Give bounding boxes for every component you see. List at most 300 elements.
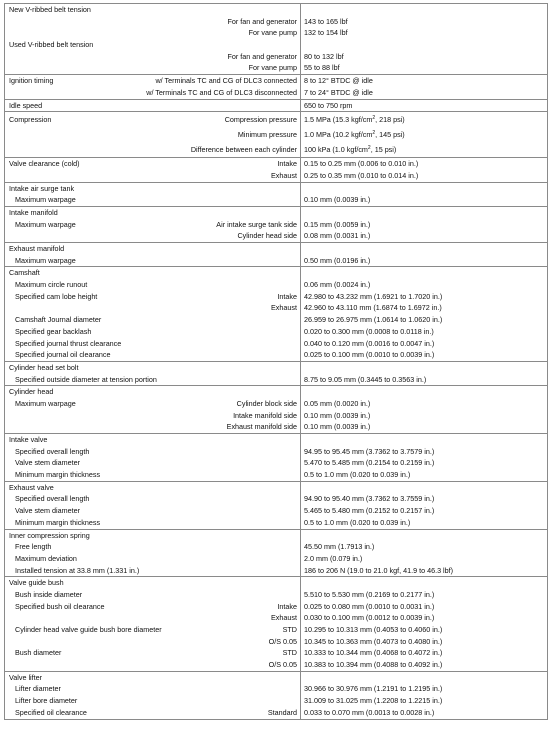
spec-item-label: Inner compression spring <box>9 530 90 540</box>
spec-value-text-tail: , 15 psi) <box>370 145 397 155</box>
spec-item-cell <box>5 530 301 542</box>
spec-row <box>5 267 547 279</box>
spec-section <box>5 242 547 266</box>
spec-item-label: Intake air surge tank <box>9 183 75 193</box>
spec-value <box>301 39 547 51</box>
spec-value-text: 8 to 12° BTDC @ idle <box>304 76 373 86</box>
spec-condition-label: O/S 0.05 <box>268 636 297 646</box>
spec-row <box>5 446 547 458</box>
spec-condition-label <box>90 530 300 542</box>
spec-condition-label <box>74 183 300 195</box>
spec-row <box>5 279 547 291</box>
spec-row <box>5 314 547 326</box>
spec-value-text: 0.025 to 0.100 mm (0.0010 to 0.0039 in.) <box>304 350 435 360</box>
spec-section <box>5 266 547 361</box>
spec-value <box>301 601 547 613</box>
spec-value <box>301 87 547 99</box>
spec-item-cell <box>5 39 301 51</box>
spec-item-cell <box>5 127 301 142</box>
spec-section <box>5 74 547 98</box>
spec-row <box>5 127 547 142</box>
spec-value-text: 55 to 88 lbf <box>304 63 340 73</box>
spec-value <box>301 493 547 505</box>
spec-item-cell <box>5 505 301 517</box>
spec-row <box>5 87 547 99</box>
spec-row <box>5 230 547 242</box>
spec-item-cell <box>5 589 301 601</box>
spec-value-text: 132 to 154 lbf <box>304 28 348 38</box>
spec-item-cell <box>5 434 301 446</box>
spec-item-label: Cylinder head <box>9 387 54 397</box>
spec-row <box>5 326 547 338</box>
spec-value-text: 1.5 MPa (15.3 kgf/cm <box>304 115 373 125</box>
spec-row <box>5 243 547 255</box>
spec-value-text: 0.05 mm (0.0020 in.) <box>304 398 371 408</box>
spec-condition-label <box>47 434 300 446</box>
spec-item-label: Maximum warpage <box>15 398 76 408</box>
spec-value <box>301 386 547 398</box>
spec-value-text: 0.50 mm (0.0196 in.) <box>304 255 371 265</box>
spec-value <box>301 255 547 267</box>
spec-value-text: 94.95 to 95.45 mm (3.7362 to 3.7579 in.) <box>304 446 435 456</box>
spec-item-cell <box>5 142 301 157</box>
spec-row <box>5 142 547 157</box>
spec-value <box>301 243 547 255</box>
spec-item-cell <box>5 386 301 398</box>
spec-row <box>5 647 547 659</box>
spec-item-label: Cylinder head set bolt <box>9 362 79 372</box>
spec-value-text: 143 to 165 lbf <box>304 16 348 26</box>
spec-value-text: 0.040 to 0.120 mm (0.0016 to 0.0047 in.) <box>304 338 435 348</box>
spec-section <box>5 529 547 577</box>
spec-item-cell <box>5 636 301 648</box>
spec-condition-label <box>101 314 300 326</box>
spec-item-cell <box>5 647 301 659</box>
spec-row <box>5 16 547 28</box>
spec-value-text: 5.510 to 5.530 mm (0.2169 to 0.2177 in.) <box>304 589 435 599</box>
spec-condition-label <box>54 482 300 494</box>
spec-condition-label <box>87 279 300 291</box>
spec-row <box>5 695 547 707</box>
spec-condition-label <box>64 243 300 255</box>
spec-item-cell <box>5 469 301 481</box>
spec-row <box>5 362 547 374</box>
spec-condition-label: Intake <box>277 159 297 169</box>
spec-value <box>301 362 547 374</box>
spec-row <box>5 255 547 267</box>
spec-item-label: Bush diameter <box>15 648 62 658</box>
spec-item-label: Free length <box>15 542 52 552</box>
spec-item-cell <box>5 707 301 719</box>
spec-item-label: Ignition timing <box>9 76 54 86</box>
spec-row <box>5 291 547 303</box>
spec-value <box>301 142 547 157</box>
spec-condition-label: Cylinder head side <box>237 231 297 241</box>
spec-condition-label <box>89 446 300 458</box>
spec-value <box>301 127 547 142</box>
spec-item-label: Specified overall length <box>15 446 90 456</box>
spec-condition-label <box>40 267 300 279</box>
spec-item-cell <box>5 255 301 267</box>
spec-value <box>301 683 547 695</box>
spec-condition-label <box>80 505 300 517</box>
spec-value-text-tail: , 218 psi) <box>375 115 405 125</box>
spec-item-cell <box>5 51 301 63</box>
spec-item-cell <box>5 446 301 458</box>
spec-item-label: Camshaft <box>9 268 40 278</box>
spec-item-label: Camshaft Journal diameter <box>15 315 102 325</box>
spec-condition-label: STD <box>282 625 297 634</box>
spec-row <box>5 183 547 195</box>
spec-value <box>301 75 547 87</box>
spec-row <box>5 374 547 386</box>
spec-value <box>301 530 547 542</box>
spec-row <box>5 302 547 314</box>
spec-condition-label <box>53 386 300 398</box>
spec-condition-label <box>121 338 300 350</box>
spec-item-cell <box>5 279 301 291</box>
spec-value-text: 0.15 to 0.25 mm (0.006 to 0.010 in.) <box>304 159 419 169</box>
spec-condition-label: Cylinder block side <box>236 398 297 408</box>
spec-item-cell <box>5 243 301 255</box>
spec-item-cell <box>5 493 301 505</box>
spec-value-superscript: 2 <box>372 130 376 137</box>
spec-item-cell <box>5 374 301 386</box>
spec-item-cell <box>5 158 301 170</box>
spec-value <box>301 338 547 350</box>
spec-row <box>5 601 547 613</box>
spec-value <box>301 398 547 410</box>
spec-row <box>5 75 547 87</box>
spec-item-cell <box>5 291 301 303</box>
spec-value <box>301 612 547 624</box>
spec-value-text-tail: , 145 psi) <box>375 130 405 140</box>
spec-item-cell <box>5 230 301 242</box>
spec-value-text: 0.025 to 0.080 mm (0.0010 to 0.0031 in.) <box>304 601 435 611</box>
spec-value-text: 0.10 mm (0.0039 in.) <box>304 195 371 205</box>
spec-item-label: Specified oil clearance <box>15 707 87 717</box>
spec-value-text: 10.383 to 10.394 mm (0.4088 to 0.4092 in.) <box>304 660 443 670</box>
spec-row <box>5 421 547 433</box>
spec-item-cell <box>5 302 301 314</box>
spec-value-superscript: 2 <box>372 115 376 122</box>
spec-condition-label: For fan and generator <box>227 16 297 26</box>
spec-item-label: Specified gear backlash <box>15 326 92 336</box>
spec-row <box>5 51 547 63</box>
spec-value <box>301 16 547 28</box>
spec-row <box>5 410 547 422</box>
spec-section <box>5 481 547 529</box>
spec-item-cell <box>5 326 301 338</box>
spec-value-text: 0.5 to 1.0 mm (0.020 to 0.039 in.) <box>304 517 411 527</box>
spec-condition-label: Minimum pressure <box>237 130 297 140</box>
spec-value-text: 650 to 750 rpm <box>304 100 353 110</box>
spec-row <box>5 707 547 719</box>
spec-condition-label <box>139 565 300 577</box>
spec-value <box>301 51 547 63</box>
spec-value-text: 10.333 to 10.344 mm (0.4068 to 0.4072 in.) <box>304 648 443 658</box>
spec-value <box>301 349 547 361</box>
spec-condition-label: STD <box>282 648 297 658</box>
spec-row <box>5 683 547 695</box>
spec-item-cell <box>5 112 301 127</box>
spec-value-text: 100 kPa (1.0 kgf/cm <box>304 145 368 155</box>
spec-value-text: 31.009 to 31.025 mm (1.2208 to 1.2215 in.) <box>304 696 443 706</box>
spec-condition-label <box>64 577 300 589</box>
spec-row <box>5 624 547 636</box>
spec-value <box>301 517 547 529</box>
spec-value <box>301 695 547 707</box>
spec-item-label: Lifter bore diameter <box>15 696 78 706</box>
spec-item-cell <box>5 601 301 613</box>
spec-item-label: Maximum circle runout <box>15 280 88 290</box>
spec-value <box>301 577 547 589</box>
spec-item-label: Valve clearance (cold) <box>9 159 80 169</box>
spec-value <box>301 410 547 422</box>
spec-item-cell <box>5 314 301 326</box>
spec-condition-label <box>77 553 300 565</box>
spec-value <box>301 647 547 659</box>
spec-value <box>301 482 547 494</box>
spec-item-cell <box>5 612 301 624</box>
spec-value <box>301 624 547 636</box>
spec-row <box>5 541 547 553</box>
spec-value-text: 0.25 to 0.35 mm (0.010 to 0.014 in.) <box>304 170 419 180</box>
spec-value <box>301 374 547 386</box>
spec-item-label: Valve guide bush <box>9 578 64 588</box>
spec-value-text: 1.0 MPa (10.2 kgf/cm <box>304 130 373 140</box>
spec-item-label: Specified journal oil clearance <box>15 350 111 360</box>
spec-value <box>301 505 547 517</box>
spec-value-text: 42.960 to 43.110 mm (1.6874 to 1.6972 in.) <box>304 303 442 313</box>
spec-item-cell <box>5 672 301 684</box>
spec-row <box>5 517 547 529</box>
spec-item-label: Exhaust manifold <box>9 244 65 253</box>
spec-row <box>5 565 547 577</box>
spec-value <box>301 291 547 303</box>
spec-condition-label <box>82 589 300 601</box>
spec-item-label: Compression <box>9 115 52 125</box>
spec-row <box>5 27 547 39</box>
spec-item-label: Minimum margin thickness <box>15 470 101 480</box>
spec-item-label: New V-ribbed belt tension <box>9 5 91 14</box>
spec-condition-label <box>42 100 300 112</box>
spec-item-label: Maximum warpage <box>15 195 76 205</box>
spec-condition-label: O/S 0.05 <box>268 660 297 670</box>
spec-condition-label <box>100 469 300 481</box>
spec-value-text: 10.295 to 10.313 mm (0.4053 to 0.4060 in.) <box>304 625 443 634</box>
spec-value-text: 0.10 mm (0.0039 in.) <box>304 422 371 432</box>
spec-condition-label <box>111 349 301 361</box>
spec-row <box>5 194 547 206</box>
spec-value <box>301 230 547 242</box>
spec-item-cell <box>5 565 301 577</box>
spec-value-text: 45.50 mm (1.7913 in.) <box>304 542 375 552</box>
spec-item-label: Intake manifold <box>9 207 58 217</box>
spec-value <box>301 314 547 326</box>
spec-item-label: Lifter diameter <box>15 684 61 694</box>
spec-condition-label <box>93 39 300 51</box>
spec-value <box>301 659 547 671</box>
spec-section <box>5 182 547 206</box>
spec-value-text: 42.980 to 43.232 mm (1.6921 to 1.7020 in.) <box>304 291 443 301</box>
spec-row <box>5 672 547 684</box>
spec-condition-label <box>80 457 300 469</box>
spec-row <box>5 100 547 112</box>
spec-item-label: Exhaust valve <box>9 482 54 492</box>
spec-row <box>5 589 547 601</box>
spec-row <box>5 62 547 74</box>
spec-row <box>5 112 547 127</box>
spec-item-cell <box>5 577 301 589</box>
spec-value-text: 80 to 132 lbf <box>304 51 344 61</box>
spec-value <box>301 636 547 648</box>
spec-item-label: Maximum warpage <box>15 255 76 265</box>
spec-value <box>301 421 547 433</box>
spec-condition-label <box>79 362 300 374</box>
spec-item-cell <box>5 421 301 433</box>
spec-value <box>301 170 547 182</box>
spec-condition-label <box>77 695 300 707</box>
spec-value <box>301 672 547 684</box>
spec-item-cell <box>5 349 301 361</box>
spec-row <box>5 398 547 410</box>
spec-value-text: 0.06 mm (0.0024 in.) <box>304 280 371 290</box>
spec-row <box>5 469 547 481</box>
spec-item-cell <box>5 87 301 99</box>
spec-table <box>4 3 548 720</box>
spec-row <box>5 457 547 469</box>
spec-item-cell <box>5 27 301 39</box>
spec-row <box>5 577 547 589</box>
spec-row <box>5 553 547 565</box>
spec-value-text: 2.0 mm (0.079 in.) <box>304 553 363 563</box>
spec-value-text: 5.465 to 5.480 mm (0.2152 to 0.2157 in.) <box>304 506 435 516</box>
spec-item-label: Minimum margin thickness <box>15 517 101 527</box>
spec-item-cell <box>5 100 301 112</box>
spec-value <box>301 302 547 314</box>
spec-condition-label <box>51 541 300 553</box>
spec-row <box>5 207 547 219</box>
spec-value <box>301 565 547 577</box>
spec-item-label: Specified journal thrust clearance <box>15 338 122 348</box>
spec-item-cell <box>5 62 301 74</box>
spec-item-cell <box>5 267 301 279</box>
spec-value-text: 0.10 mm (0.0039 in.) <box>304 410 371 420</box>
spec-value-text: 0.033 to 0.070 mm (0.0013 to 0.0028 in.) <box>304 707 435 717</box>
spec-condition-label: Intake <box>277 291 297 301</box>
spec-row <box>5 482 547 494</box>
spec-item-cell <box>5 457 301 469</box>
spec-value <box>301 446 547 458</box>
spec-item-cell <box>5 219 301 231</box>
spec-value-text: 0.030 to 0.100 mm (0.0012 to 0.0039 in.) <box>304 613 435 623</box>
spec-value <box>301 62 547 74</box>
spec-condition-label: For vane pump <box>248 63 297 73</box>
spec-value-text: 7 to 24° BTDC @ idle <box>304 87 373 97</box>
spec-section <box>5 576 547 671</box>
spec-value <box>301 279 547 291</box>
spec-value <box>301 100 547 112</box>
spec-item-label: Cylinder head valve guide bush bore diameter <box>15 625 162 634</box>
spec-item-cell <box>5 362 301 374</box>
spec-value <box>301 207 547 219</box>
spec-row <box>5 219 547 231</box>
spec-item-cell <box>5 207 301 219</box>
spec-value-text: 10.345 to 10.363 mm (0.4073 to 0.4080 in.) <box>304 636 443 646</box>
spec-value-text: 94.90 to 95.40 mm (3.7362 to 3.7559 in.) <box>304 494 435 504</box>
spec-item-label: Valve stem diameter <box>15 506 80 516</box>
spec-value <box>301 267 547 279</box>
spec-section <box>5 385 547 433</box>
spec-item-label: Bush inside diameter <box>15 589 83 599</box>
spec-value-text: 0.15 mm (0.0059 in.) <box>304 219 371 229</box>
spec-item-cell <box>5 695 301 707</box>
spec-item-cell <box>5 410 301 422</box>
spec-item-label: Specified overall length <box>15 494 90 504</box>
spec-row <box>5 434 547 446</box>
spec-item-cell <box>5 4 301 16</box>
spec-value <box>301 434 547 446</box>
spec-item-cell <box>5 338 301 350</box>
spec-value <box>301 469 547 481</box>
spec-condition-label <box>100 517 300 529</box>
spec-item-cell <box>5 553 301 565</box>
spec-item-label: Idle speed <box>9 100 43 110</box>
spec-section <box>5 157 547 181</box>
spec-section <box>5 99 547 112</box>
spec-item-cell <box>5 183 301 195</box>
spec-value <box>301 194 547 206</box>
spec-item-label: Used V-ribbed belt tension <box>9 40 94 50</box>
spec-item-label: Intake valve <box>9 435 48 444</box>
spec-row <box>5 39 547 51</box>
spec-section <box>5 433 547 481</box>
spec-item-cell <box>5 624 301 636</box>
spec-item-label: Valve stem diameter <box>15 458 80 468</box>
spec-value-text: 30.966 to 30.976 mm (1.2191 to 1.2195 in.) <box>304 684 443 694</box>
spec-item-label: Maximum deviation <box>15 553 77 563</box>
spec-value-text: 26.959 to 26.975 mm (1.0614 to 1.0620 in.) <box>304 315 443 325</box>
spec-condition-label: Exhaust <box>271 303 297 313</box>
spec-item-label: Valve lifter <box>9 672 43 682</box>
spec-item-label: Specified outside diameter at tension portion <box>15 374 157 384</box>
spec-item-cell <box>5 194 301 206</box>
spec-row <box>5 349 547 361</box>
spec-condition-label <box>89 493 300 505</box>
spec-condition-label <box>58 207 300 219</box>
spec-row <box>5 4 547 16</box>
spec-condition-label: Compression pressure <box>224 115 297 125</box>
spec-value <box>301 27 547 39</box>
spec-row <box>5 636 547 648</box>
spec-section <box>5 361 547 385</box>
spec-condition-label <box>91 326 300 338</box>
spec-item-cell <box>5 16 301 28</box>
spec-item-cell <box>5 75 301 87</box>
spec-condition-label: Exhaust manifold side <box>226 422 297 432</box>
spec-condition-label: For fan and generator <box>227 51 297 61</box>
spec-value <box>301 457 547 469</box>
spec-item-cell <box>5 170 301 182</box>
spec-value-text: 0.08 mm (0.0031 in.) <box>304 231 371 241</box>
spec-condition-label <box>91 4 300 16</box>
spec-row <box>5 493 547 505</box>
spec-value-superscript: 2 <box>367 145 371 152</box>
spec-section <box>5 111 547 157</box>
spec-row <box>5 338 547 350</box>
spec-condition-label <box>76 194 300 206</box>
